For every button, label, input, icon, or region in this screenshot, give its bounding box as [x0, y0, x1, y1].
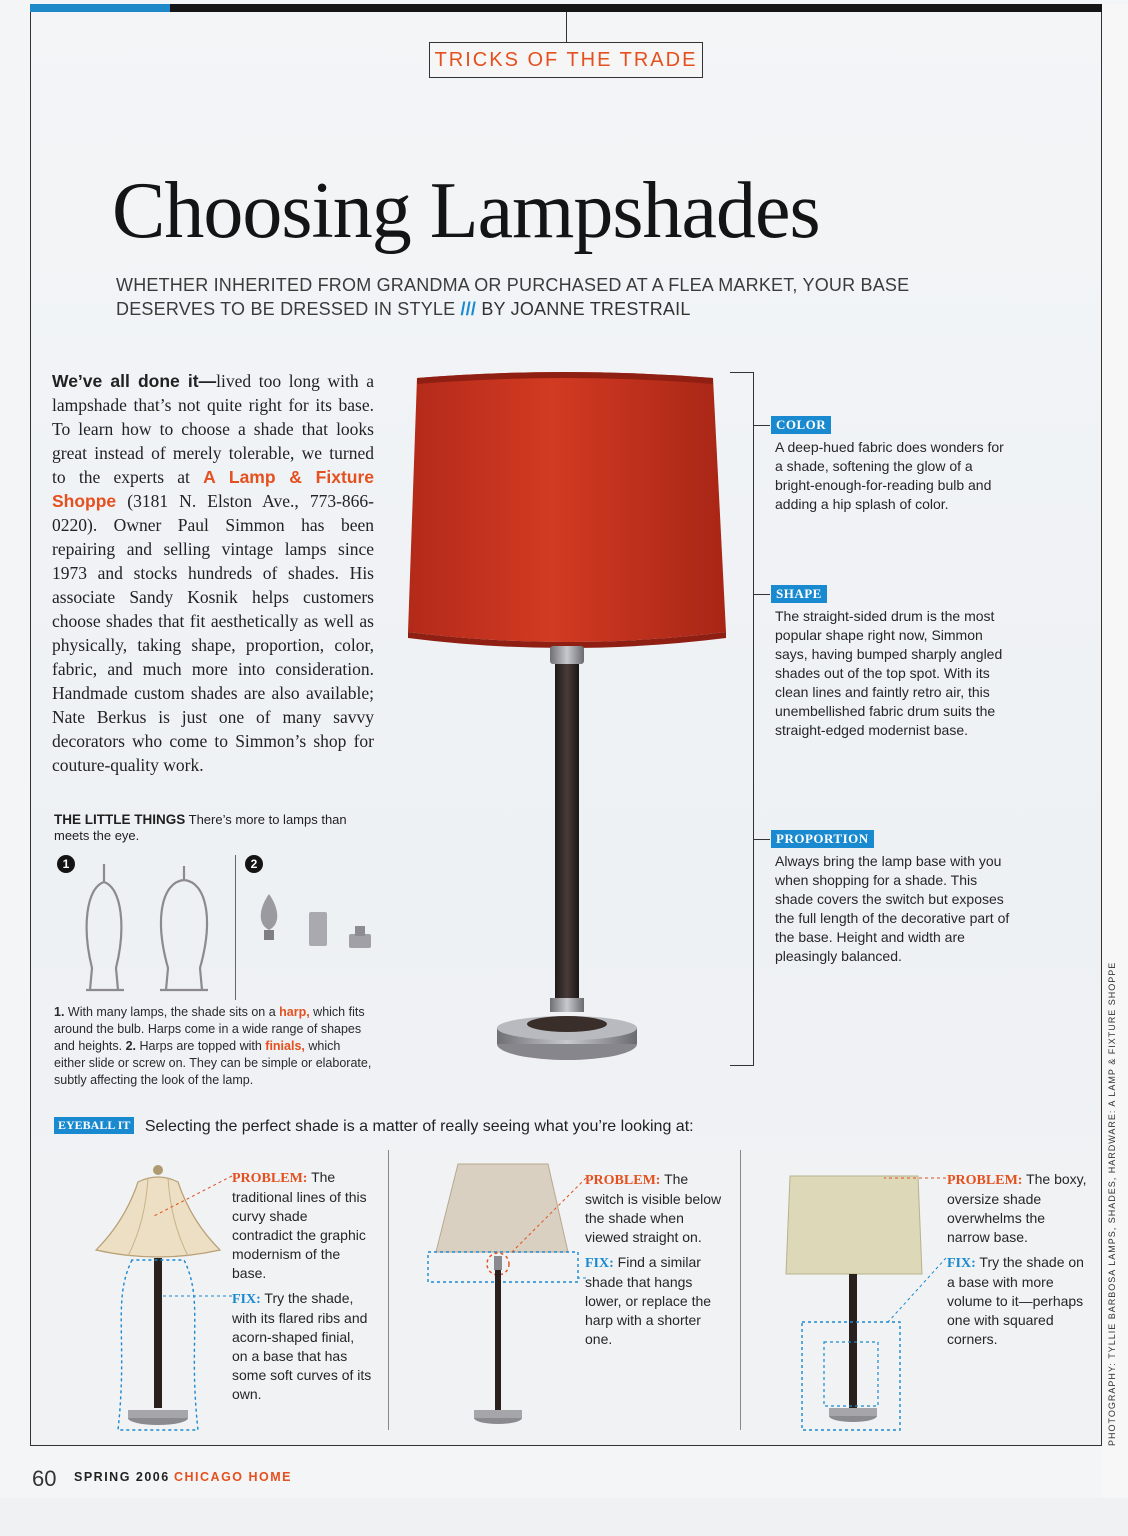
intro-lead: We’ve all done it—: [52, 371, 217, 391]
lamp-stem: [555, 664, 579, 1004]
callout-shape: [771, 585, 1011, 740]
red-drum-shade: [408, 372, 726, 642]
little-things-heading: [54, 812, 374, 844]
folio-issue: SPRING 2006: [74, 1470, 170, 1484]
photo-credit-text: PHOTOGRAPHY: TYLLIE BARBOSA LAMPS, SHADES, HARDWARE: A LAMP & FIXTURE SHOPPE: [1107, 961, 1117, 1446]
example-3-fix-label: FIX:: [947, 1256, 976, 1271]
example-1-leaders: [150, 1170, 240, 1310]
folio-page-number: 60: [32, 1466, 57, 1491]
caption-text-4: which either slide or screw on. They can be simple or elaborate, subtly affecting the look of the lamp.: [54, 1039, 372, 1087]
top-rule-accent: [30, 4, 170, 12]
eyeball-text: Selecting the perfect shade is a matter of really seeing what you’re looking at:: [144, 1118, 694, 1135]
example-2-problem-label: PROBLEM:: [585, 1173, 661, 1188]
subtitle: [116, 273, 936, 321]
headline: Choosing Lampshades: [112, 167, 820, 255]
cylinder-finial-icon: [309, 912, 327, 946]
callout-tick-color: [754, 425, 770, 426]
callout-label-color: COLOR: [771, 416, 831, 434]
example-2-fix-label: FIX:: [585, 1256, 614, 1271]
callout-color: [771, 416, 1011, 514]
example-divider-1: [388, 1150, 389, 1430]
little-things-subtitle: There’s more to lamps than meets the eye.: [54, 812, 347, 843]
little-things-caption: [54, 1004, 374, 1089]
section-tag-connector: [566, 12, 567, 42]
folio-magazine: CHICAGO HOME: [174, 1470, 292, 1484]
example-3-problem-label: PROBLEM:: [947, 1173, 1023, 1188]
example-divider-2: [740, 1150, 741, 1430]
eyeball-intro: [54, 1117, 754, 1136]
example-2-problem-text: The switch is visible below the shade when viewed straight on.: [585, 1171, 722, 1245]
callout-text-proportion: Always bring the lamp base with you when shopping for a shade. This shade covers the switch but exposes the full length of the decorative part of the base. Height and width are pleasingly balanced.: [775, 853, 1010, 964]
caption-text-2: which fits around the bulb. Harps come in a wide range of shapes and heights.: [54, 1005, 365, 1053]
example-2-fix: [585, 1253, 725, 1349]
example-2-fix-text: Find a similar shade that hangs lower, or replace the harp with a shorter one.: [585, 1254, 712, 1347]
little-things-title: THE LITTLE THINGS: [54, 812, 186, 827]
harp-icon-1: [86, 864, 124, 990]
callout-text-color: A deep-hued fabric does wonders for a shade, softening the glow of a bright-enough-for-reading bulb and adding a hip splash of color.: [775, 439, 1004, 512]
example-1-fix-label: FIX:: [232, 1292, 261, 1307]
example-3-fix: [947, 1253, 1089, 1349]
caption-finials: finials,: [265, 1039, 305, 1053]
callout-tick-shape: [754, 594, 770, 595]
callout-label-shape: SHAPE: [771, 585, 827, 603]
callout-tick-proportion: [754, 839, 770, 840]
example-3-problem: [947, 1170, 1089, 1247]
example-1-fix: [232, 1289, 372, 1404]
callout-text-shape: The straight-sided drum is the most popular shape right now, Simmon says, having bumped sharply angled shades out of the top spot. With its clean lines and faintly retro air, this unembellished fabric drum suits the straight-edged modernist base.: [775, 608, 1003, 738]
example-3-text: [947, 1170, 1089, 1355]
stem-collar: [550, 646, 584, 664]
caption-text-3: Harps are topped with: [136, 1039, 266, 1053]
caption-text-1: With many lamps, the shade sits on a: [64, 1005, 280, 1019]
example-1-problem-text: The traditional lines of this curvy shade contradict the graphic modernism of the base.: [232, 1169, 367, 1281]
intro-paragraph: [52, 369, 374, 777]
badge-1: 1: [57, 855, 75, 873]
caption-num-2: 2.: [125, 1039, 137, 1053]
example-2-leaders: [500, 1172, 590, 1282]
badge-2: 2: [245, 855, 263, 873]
intro-text-1: lived too long with a lampshade that’s not quite right for its base. To learn how to choose a shade that looks great instead of merely tolerable, we turned to the experts at: [52, 371, 374, 487]
hero-lamp-illustration: [400, 370, 730, 1060]
callout-label-proportion: PROPORTION: [771, 830, 874, 848]
subtitle-line2: [116, 297, 936, 321]
example-1-fix-text: Try the shade, with its flared ribs and acorn-shaped finial, on a base that has some soft curves of its own.: [232, 1290, 372, 1402]
harp-icon-2: [160, 866, 208, 990]
eyeball-label: EYEBALL IT: [54, 1117, 134, 1134]
cap-finial-icon: [349, 926, 371, 948]
acorn-finial-icon: [261, 894, 278, 940]
example-3-fix-text: Try the shade on a base with more volume to it—perhaps one with squared corners.: [947, 1254, 1084, 1347]
section-tag: TRICKS OF THE TRADE: [429, 42, 703, 78]
shop-name: A Lamp & Fixture Shoppe: [52, 467, 375, 511]
subtitle-line2-text: DESERVES TO BE DRESSED IN STYLE: [116, 299, 456, 319]
callout-bracket: [730, 372, 754, 1066]
callout-proportion: [771, 830, 1011, 966]
caption-num-1: 1.: [54, 1005, 65, 1019]
subtitle-line1: WHETHER INHERITED FROM GRANDMA OR PURCHASED AT A FLEA MARKET, YOUR BASE: [116, 275, 910, 295]
finial-illustrations: [255, 890, 375, 960]
harp-illustrations: [80, 858, 240, 1003]
example-2-text: [585, 1170, 725, 1355]
example-2-problem: [585, 1170, 725, 1247]
example-3-leaders: [880, 1172, 950, 1332]
intro-text-2: (3181 N. Elston Ave., 773-866-0220). Owner Paul Simmon has been repairing and selling vintage lamps since 1973 and stocks hundreds of shades. His associate Sandy Kosnik helps customers choose shades that fit aesthetically as well as physically, taking shape, proportion, color, fabric, and much more into consideration. Handmade custom shades are also available; Nate Berkus is just one of many savvy decorators who come to Simmon’s shop for couture-quality work.: [52, 491, 374, 775]
example-1-problem-label: PROBLEM:: [232, 1171, 308, 1186]
top-rule: [30, 4, 1102, 12]
bottom-strip: [0, 1498, 1128, 1536]
photo-credit: [1104, 961, 1124, 1536]
example-3-problem-text: The boxy, oversize shade overwhelms the narrow base.: [947, 1171, 1087, 1245]
example-1-problem: [232, 1168, 372, 1283]
caption-harp: harp,: [279, 1005, 310, 1019]
byline: BY JOANNE TRESTRAIL: [481, 299, 691, 319]
example-1-text: [232, 1168, 372, 1410]
byline-slashes: ///: [460, 299, 477, 319]
